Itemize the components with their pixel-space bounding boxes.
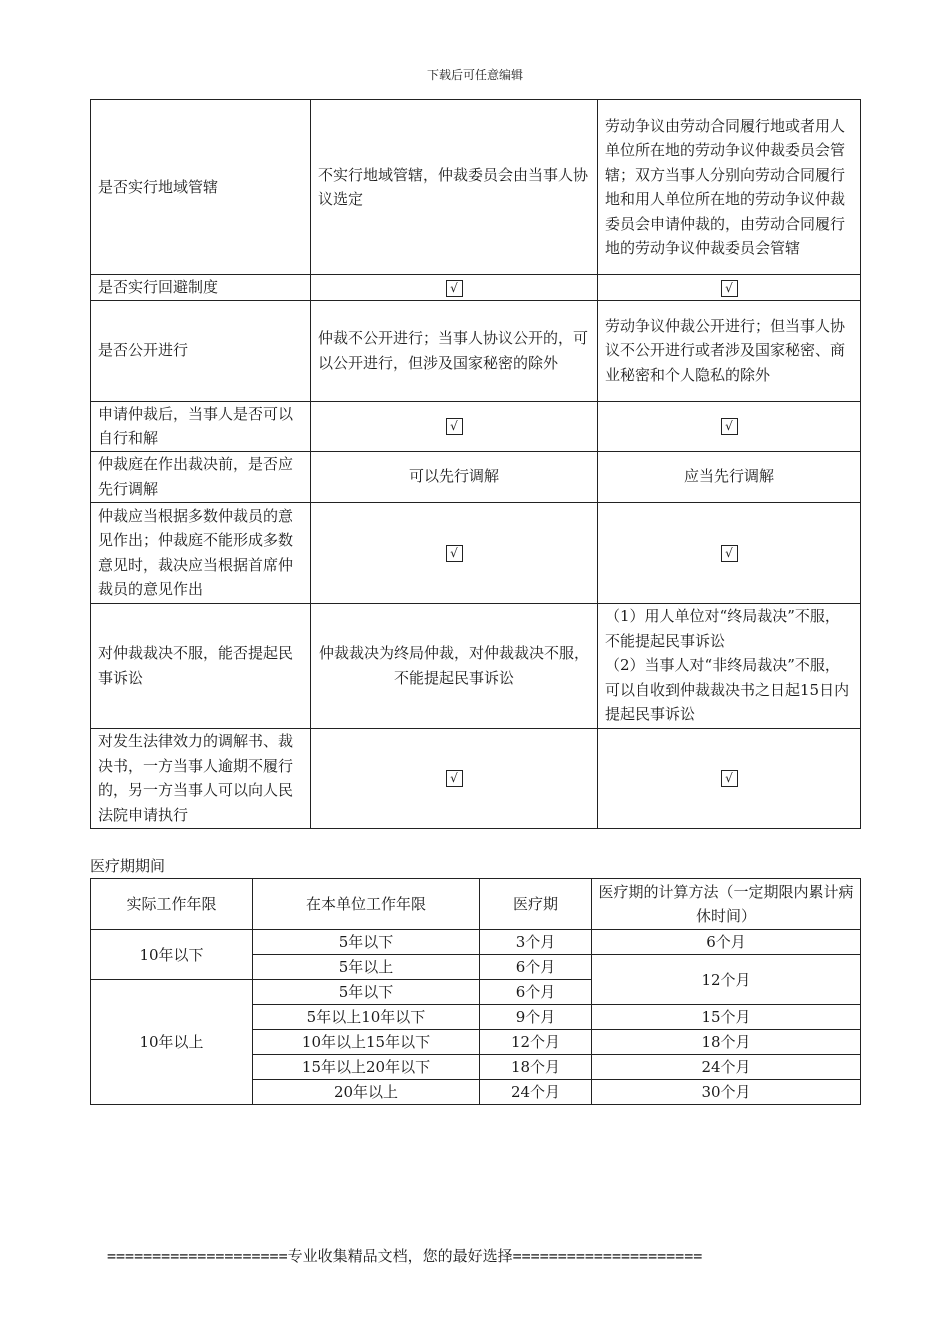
table-row (91, 300, 861, 401)
column-header: 在本单位工作年限 (253, 879, 480, 930)
table-row (91, 502, 861, 603)
checkmark-icon: √ (721, 770, 738, 787)
comparison-table (90, 99, 861, 829)
unit-years-cell: 20年以上 (253, 1080, 480, 1105)
period-cell: 24个月 (480, 1080, 592, 1105)
checkmark-icon: √ (446, 280, 463, 297)
unit-years-cell: 5年以上 (253, 955, 480, 980)
table-row (91, 275, 861, 301)
unit-years-cell: 5年以下 (253, 930, 480, 955)
labor-arbitration-cell: 劳动争议由劳动合同履行地或者用人单位所在地的劳动争议仲裁委员会管辖；双方当事人分别向劳动合同履行地和用人单位所在地的劳动争议仲裁委员会申请仲裁的，由劳动合同履行地的劳动争议仲裁委员会管辖 (598, 100, 861, 275)
row-question: 是否实行地域管辖 (91, 100, 311, 275)
table-row (91, 930, 861, 955)
arbitration-cell (311, 502, 598, 603)
table-row (91, 100, 861, 275)
arbitration-cell: 可以先行调解 (311, 451, 598, 502)
section-title: 医疗期期间 (90, 857, 166, 875)
labor-arbitration-cell (598, 728, 861, 828)
calc-cell: 6个月 (592, 930, 861, 955)
row-question: 是否实行回避制度 (91, 275, 311, 301)
calc-cell: 30个月 (592, 1080, 861, 1105)
clause-2: （2）当事人对“非终局裁决”不服，可以自收到仲裁裁决书之日起15日内提起民事诉讼 (605, 656, 850, 724)
table-row (91, 603, 861, 728)
calc-cell: 12个月 (592, 955, 861, 1005)
period-cell: 18个月 (480, 1055, 592, 1080)
group-cell: 10年以下 (91, 930, 253, 980)
table-header-row (91, 879, 861, 930)
checkmark-icon: √ (721, 545, 738, 562)
column-header: 医疗期 (480, 879, 592, 930)
row-question: 对发生法律效力的调解书、裁决书，一方当事人逾期不履行的，另一方当事人可以向人民法院申请执行 (91, 728, 311, 828)
row-question: 仲裁应当根据多数仲裁员的意见作出；仲裁庭不能形成多数意见时，裁决应当根据首席仲裁员的意见作出 (91, 502, 311, 603)
arbitration-cell: 仲裁裁决为终局仲裁，对仲裁裁决不服，不能提起民事诉讼 (311, 603, 598, 728)
calc-cell: 15个月 (592, 1005, 861, 1030)
period-cell: 12个月 (480, 1030, 592, 1055)
table-row (91, 401, 861, 451)
labor-arbitration-cell: 劳动争议仲裁公开进行；但当事人协议不公开进行或者涉及国家秘密、商业秘密和个人隐私的除外 (598, 300, 861, 401)
checkmark-icon: √ (721, 418, 738, 435)
arbitration-cell: 仲裁不公开进行；当事人协议公开的，可以公开进行，但涉及国家秘密的除外 (311, 300, 598, 401)
arbitration-cell (311, 401, 598, 451)
labor-arbitration-cell (598, 401, 861, 451)
row-question: 是否公开进行 (91, 300, 311, 401)
calc-cell: 24个月 (592, 1055, 861, 1080)
medical-period-table (90, 878, 861, 1105)
unit-years-cell: 10年以上15年以下 (253, 1030, 480, 1055)
column-header: 实际工作年限 (91, 879, 253, 930)
unit-years-cell: 5年以上10年以下 (253, 1005, 480, 1030)
footer-banner: ====================专业收集精品文档，您的最好选择===================== (107, 1247, 703, 1265)
table-row (91, 451, 861, 502)
period-cell: 9个月 (480, 1005, 592, 1030)
arbitration-cell (311, 275, 598, 301)
checkmark-icon: √ (446, 418, 463, 435)
period-cell: 3个月 (480, 930, 592, 955)
checkmark-icon: √ (446, 770, 463, 787)
row-question: 对仲裁裁决不服，能否提起民事诉讼 (91, 603, 311, 728)
labor-arbitration-cell: 应当先行调解 (598, 451, 861, 502)
group-cell: 10年以上 (91, 980, 253, 1105)
arbitration-cell: 不实行地域管辖，仲裁委员会由当事人协议选定 (311, 100, 598, 275)
period-cell: 6个月 (480, 980, 592, 1005)
row-question: 申请仲裁后，当事人是否可以自行和解 (91, 401, 311, 451)
checkmark-icon: √ (446, 545, 463, 562)
table-row (91, 728, 861, 828)
labor-arbitration-cell (598, 603, 861, 728)
column-header: 医疗期的计算方法（一定期限内累计病休时间） (592, 879, 861, 930)
labor-arbitration-cell (598, 502, 861, 603)
period-cell: 6个月 (480, 955, 592, 980)
header-note: 下载后可任意编辑 (426, 68, 523, 82)
labor-arbitration-cell (598, 275, 861, 301)
clause-1: （1）用人单位对“终局裁决”不服，不能提起民事诉讼 (605, 607, 840, 650)
unit-years-cell: 15年以上20年以下 (253, 1055, 480, 1080)
calc-cell: 18个月 (592, 1030, 861, 1055)
row-question: 仲裁庭在作出裁决前，是否应先行调解 (91, 451, 311, 502)
arbitration-cell (311, 728, 598, 828)
unit-years-cell: 5年以下 (253, 980, 480, 1005)
checkmark-icon: √ (721, 280, 738, 297)
